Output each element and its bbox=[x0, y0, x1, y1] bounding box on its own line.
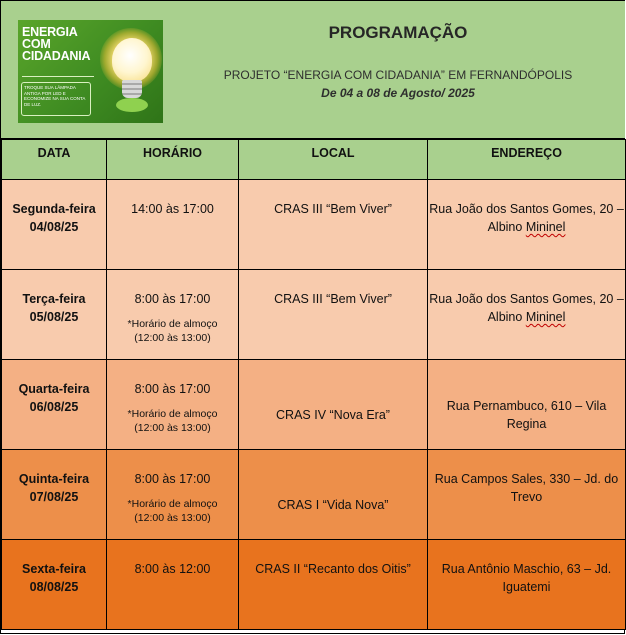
date-cell bbox=[2, 180, 107, 270]
lunch-note-hours: (12:00 às 13:00) bbox=[134, 422, 211, 434]
date-cell bbox=[2, 270, 107, 360]
date: 07/08/25 bbox=[29, 490, 79, 504]
place: CRAS II “Recanto dos Oitis” bbox=[255, 562, 411, 576]
logo-title bbox=[22, 26, 90, 62]
logo-tagline: TROQUE SUA LÂMPADA ANTIGA POR LED E ECONOMIZE NA SUA CONTA DE LUZ. bbox=[24, 85, 86, 107]
lunch-note bbox=[107, 407, 238, 435]
column-header-horario: HORÁRIO bbox=[107, 140, 239, 180]
place-cell bbox=[239, 360, 428, 450]
lunch-note-line: *Horário de almoço bbox=[127, 498, 218, 510]
lightbulb-base bbox=[122, 80, 142, 98]
address-cell bbox=[428, 360, 626, 450]
time-cell bbox=[107, 270, 239, 360]
table-row bbox=[2, 450, 626, 540]
address-cell bbox=[428, 540, 626, 630]
place-cell bbox=[239, 450, 428, 540]
logo-divider bbox=[22, 76, 94, 77]
place-cell bbox=[239, 180, 428, 270]
energia-com-cidadania-logo bbox=[18, 20, 163, 123]
weekday: Sexta-feira bbox=[22, 562, 86, 576]
logo-title-line: CIDADANIA bbox=[22, 49, 91, 63]
time-range: 8:00 às 17:00 bbox=[134, 472, 211, 486]
schedule-table bbox=[1, 139, 626, 630]
date-cell bbox=[2, 360, 107, 450]
date-range: De 04 a 08 de Agosto/ 2025 bbox=[321, 86, 475, 100]
place-cell bbox=[239, 270, 428, 360]
column-header-data: DATA bbox=[2, 140, 107, 180]
lunch-note bbox=[107, 317, 238, 345]
table-row bbox=[2, 360, 626, 450]
address: Rua João dos Santos Gomes, 20 – Albino bbox=[429, 202, 624, 234]
address-spellcheck-word: Mininel bbox=[525, 220, 566, 234]
weekday: Quarta-feira bbox=[18, 382, 90, 396]
lightbulb-icon bbox=[112, 38, 152, 82]
weekday: Quinta-feira bbox=[18, 472, 90, 486]
table-row bbox=[2, 540, 626, 630]
time-range: 14:00 às 17:00 bbox=[131, 202, 214, 216]
date: 05/08/25 bbox=[29, 310, 79, 324]
logo-title-line: ENERGIA bbox=[22, 25, 78, 39]
weekday: Segunda-feira bbox=[12, 202, 96, 216]
time-cell bbox=[107, 180, 239, 270]
time-cell bbox=[107, 450, 239, 540]
address: Rua Antônio Maschio, 63 – Jd. Iguatemi bbox=[441, 562, 612, 594]
date-cell bbox=[2, 540, 107, 630]
weekday: Terça-feira bbox=[22, 292, 86, 306]
place: CRAS IV “Nova Era” bbox=[276, 407, 390, 422]
time-range: 8:00 às 17:00 bbox=[134, 382, 211, 396]
place: CRAS III “Bem Viver” bbox=[274, 292, 392, 306]
lunch-note-line: *Horário de almoço bbox=[127, 408, 218, 420]
header-banner bbox=[1, 1, 625, 139]
address-cell bbox=[428, 180, 626, 270]
date: 06/08/25 bbox=[29, 400, 79, 414]
table-header-row bbox=[2, 140, 626, 180]
lunch-note-hours: (12:00 às 13:00) bbox=[134, 332, 211, 344]
address-cell bbox=[428, 270, 626, 360]
lunch-note-line: *Horário de almoço bbox=[127, 318, 218, 330]
time-range: 8:00 às 12:00 bbox=[134, 562, 211, 576]
page-title: PROGRAMAÇÃO bbox=[328, 23, 468, 42]
address: Rua Pernambuco, 610 – Vila Regina bbox=[446, 398, 607, 431]
table-row bbox=[2, 180, 626, 270]
date: 08/08/25 bbox=[29, 580, 79, 594]
time-range: 8:00 às 17:00 bbox=[134, 292, 211, 306]
place: CRAS III “Bem Viver” bbox=[274, 202, 392, 216]
address: Rua Campos Sales, 330 – Jd. do Trevo bbox=[434, 472, 619, 504]
lunch-note bbox=[107, 497, 238, 525]
leaf-icon bbox=[116, 98, 148, 112]
address-cell bbox=[428, 450, 626, 540]
date-cell bbox=[2, 450, 107, 540]
lunch-note-hours: (12:00 às 13:00) bbox=[134, 512, 211, 524]
column-header-local: LOCAL bbox=[239, 140, 428, 180]
date: 04/08/25 bbox=[29, 220, 79, 234]
time-cell bbox=[107, 360, 239, 450]
column-header-endereco: ENDEREÇO bbox=[428, 140, 626, 180]
logo-title-line: COM bbox=[22, 37, 51, 51]
time-cell bbox=[107, 540, 239, 630]
place: CRAS I “Vida Nova” bbox=[277, 497, 389, 512]
address: Rua João dos Santos Gomes, 20 – Albino bbox=[429, 292, 624, 324]
table-row bbox=[2, 270, 626, 360]
project-subtitle: PROJETO “ENERGIA COM CIDADANIA” EM FERNANDÓPOLIS bbox=[223, 68, 573, 82]
address-spellcheck-word: Mininel bbox=[525, 310, 566, 324]
place-cell bbox=[239, 540, 428, 630]
